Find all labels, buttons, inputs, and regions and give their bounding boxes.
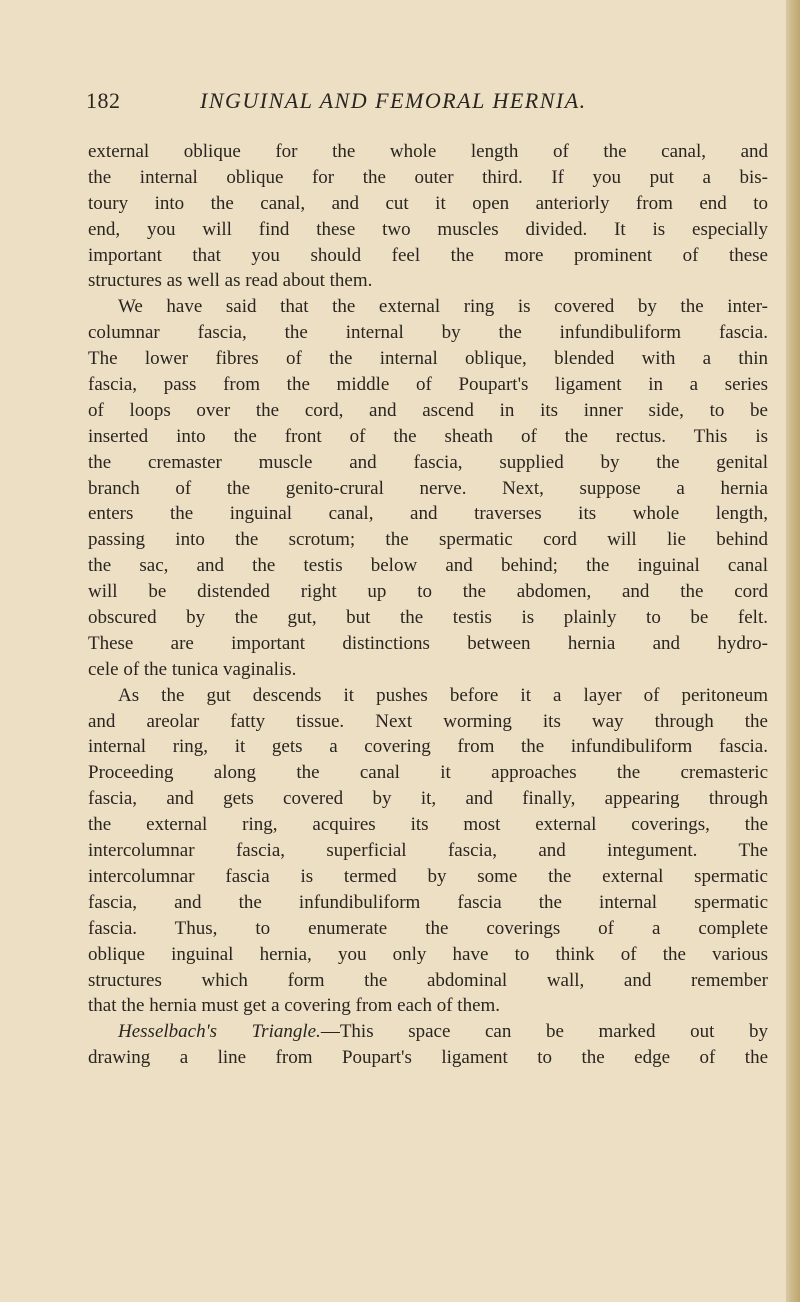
text-line: enters the inguinal canal, and traverses its whole length, [88, 503, 768, 525]
text-line: columnar fascia, the internal by the infundibuliform fascia. [88, 322, 768, 344]
text-line: fascia, and gets covered by it, and finally, appearing through [88, 788, 768, 810]
text-line: fascia. Thus, to enumerate the coverings of a complete [88, 917, 768, 939]
text-line: intercolumnar fascia, superficial fascia, and integument. The [88, 840, 768, 862]
text-line: obscured by the gut, but the testis is plainly to be felt. [88, 607, 768, 629]
text-line: The lower fibres of the internal oblique, blended with a thin [88, 348, 768, 370]
text-line [88, 1019, 768, 1045]
text-line: the external ring, acquires its most external coverings, the [88, 814, 768, 836]
text-line: will be distended right up to the abdomen, and the cord [88, 581, 768, 603]
text-line: the cremaster muscle and fascia, supplied by the genital [88, 451, 768, 473]
text-line: Proceeding along the canal it approaches the cremasteric [88, 762, 768, 784]
text-line: passing into the scrotum; the spermatic cord will lie behind [88, 529, 768, 551]
page-edge [786, 0, 800, 1302]
text-line: of loops over the cord, and ascend in its inner side, to be [88, 399, 768, 421]
text-line: These are important distinctions between hernia and hydro- [88, 632, 768, 654]
text-line: toury into the canal, and cut it open anteriorly from end to [88, 192, 768, 214]
text-line: internal ring, it gets a covering from the infundibuliform fascia. [88, 736, 768, 758]
text-line: structures which form the abdominal wall, and remember [88, 969, 768, 991]
text-line: end, you will find these two muscles divided. It is especially [88, 218, 768, 240]
text-line: fascia, and the infundibuliform fascia the internal spermatic [88, 891, 768, 913]
section-heading: Hesselbach's Triangle. [118, 1021, 321, 1043]
running-title: INGUINAL AND FEMORAL HERNIA. [200, 88, 587, 113]
text-line: and areolar fatty tissue. Next worming its way through the [88, 710, 768, 732]
text-line: oblique inguinal hernia, you only have to think of the various [88, 943, 768, 965]
text-line: external oblique for the whole length of the canal, and [88, 141, 768, 162]
page-number: 182 [86, 88, 121, 113]
text-line: inserted into the front of the sheath of the rectus. This is [88, 425, 768, 447]
line-text: —This space can be marked out by [320, 1021, 768, 1043]
text-line: We have said that the external ring is covered by the inter- [118, 296, 768, 318]
body-text [88, 139, 768, 1071]
text-line: structures as well as read about them. [88, 270, 373, 292]
text-line: that the hernia must get a covering from each of them. [88, 995, 501, 1017]
text-line: important that you should feel the more prominent of these [88, 244, 768, 266]
text-line: the sac, and the testis below and behind; the inguinal canal [88, 555, 768, 577]
text-line: As the gut descends it pushes before it a layer of peritoneum [118, 684, 768, 706]
running-head [0, 88, 800, 120]
text-line: cele of the tunica vaginalis. [88, 658, 297, 680]
text-line: fascia, pass from the middle of Poupart's ligament in a series [88, 374, 768, 396]
text-line: the internal oblique for the outer third. If you put a bis- [88, 166, 768, 188]
text-line: intercolumnar fascia is termed by some the external spermatic [88, 865, 768, 887]
text-line: drawing a line from Poupart's ligament to the edge of the [88, 1047, 768, 1069]
text-line: branch of the genito-crural nerve. Next, suppose a hernia [88, 477, 768, 499]
